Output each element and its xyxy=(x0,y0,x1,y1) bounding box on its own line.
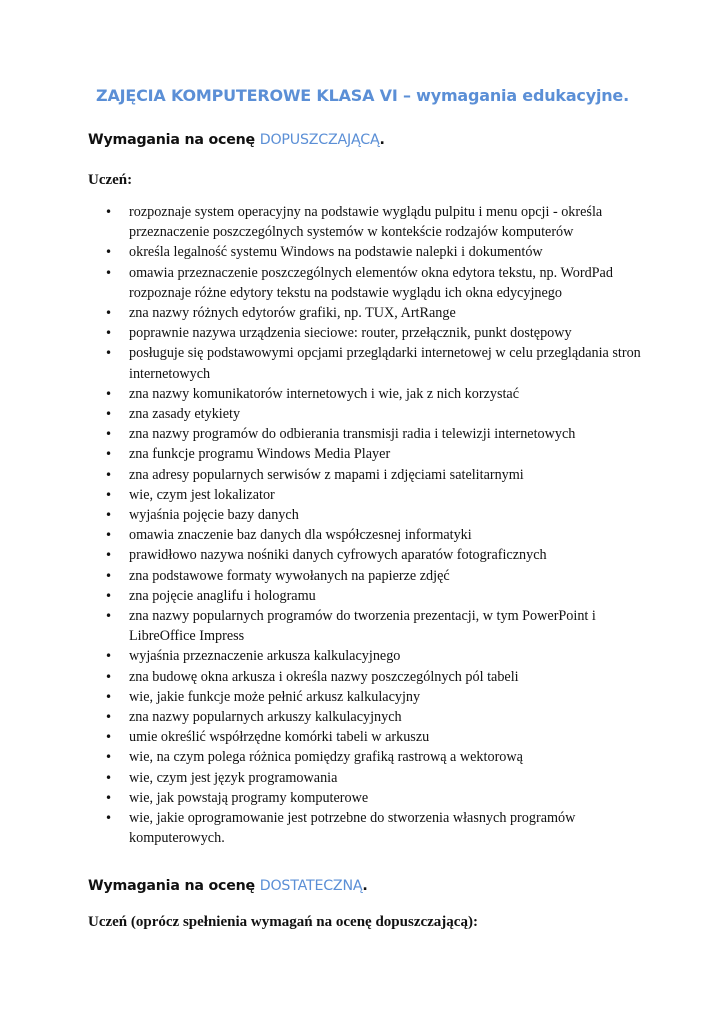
bullet-icon: • xyxy=(105,205,113,219)
list-item xyxy=(105,788,645,808)
bullet-icon: • xyxy=(105,649,113,664)
bullet-icon: • xyxy=(105,326,113,341)
heading-prefix: Wymagania na ocenę xyxy=(88,132,260,148)
list-item-text: zna budowę okna arkusza i określa nazwy poszczególnych pól tabeli xyxy=(129,668,519,685)
heading-grade: DOSTATECZNĄ xyxy=(259,878,363,894)
list-item-text: zna pojęcie anaglifu i hologramu xyxy=(129,587,316,604)
bullet-icon: • xyxy=(105,790,113,805)
list-item-text: posługuje się podstawowymi opcjami przeglądarki internetowej w celu przeglądania stron internetowych xyxy=(129,345,641,382)
bullet-icon: • xyxy=(105,588,113,603)
bullet-icon: • xyxy=(105,568,113,583)
list-item xyxy=(105,707,645,727)
list-item-text: wie, jakie funkcje może pełnić arkusz kalkulacyjny xyxy=(129,688,421,705)
list-item xyxy=(105,444,645,464)
list-item-text: określa legalność systemu Windows na podstawie nalepki i dokumentów xyxy=(129,244,543,261)
bullet-icon: • xyxy=(105,710,113,725)
list-item-text: zna nazwy programów do odbierania transmisji radia i telewizji internetowych xyxy=(129,426,576,443)
student-label-extended: Uczeń (oprócz spełnienia wymagań na ocenę dopuszczającą): xyxy=(88,914,478,930)
list-item-text: zna nazwy komunikatorów internetowych i wie, jak z nich korzystać xyxy=(129,385,520,402)
list-item xyxy=(105,545,645,565)
list-item-text: zna podstawowe formaty wywołanych na papierze zdjęć xyxy=(129,567,450,584)
list-item xyxy=(105,646,645,666)
list-item xyxy=(105,343,645,383)
list-item xyxy=(105,747,645,767)
list-item xyxy=(105,323,645,343)
section-heading-dostateczna xyxy=(88,878,368,894)
heading-prefix: Wymagania na ocenę xyxy=(88,878,260,894)
list-item xyxy=(105,303,645,323)
list-item xyxy=(105,727,645,747)
list-item xyxy=(105,465,645,485)
list-item-text: zna adresy popularnych serwisów z mapami i zdjęciami satelitarnymi xyxy=(129,466,524,483)
student-label: Uczeń: xyxy=(88,172,133,188)
list-item-text: rozpoznaje system operacyjny na podstawie wyglądu pulpitu i menu opcji - określa przeznaczenie poszczególnych systemów w kontekście rodzajów komputerów xyxy=(129,204,603,241)
list-item xyxy=(105,667,645,687)
list-item-text: zna zasady etykiety xyxy=(129,406,241,423)
bullet-icon: • xyxy=(105,508,113,523)
bullet-icon: • xyxy=(105,528,113,543)
list-item xyxy=(105,404,645,424)
list-item xyxy=(105,384,645,404)
bullet-icon: • xyxy=(105,245,113,260)
list-item-text: wie, jakie oprogramowanie jest potrzebne do stworzenia własnych programów komputerowych. xyxy=(129,810,576,847)
bullet-icon: • xyxy=(105,386,113,401)
list-item-text: zna nazwy różnych edytorów grafiki, np. TUX, ArtRange xyxy=(129,305,456,322)
list-item-text: umie określić współrzędne komórki tabeli w arkuszu xyxy=(129,729,430,746)
bullet-icon: • xyxy=(105,689,113,704)
bullet-icon: • xyxy=(105,346,113,361)
list-item-text: omawia przeznaczenie poszczególnych elementów okna edytora tekstu, np. WordPad rozpoznaje różne edytory tekstu na podstawie wyglądu ich okna edycyjnego xyxy=(129,264,613,301)
bullet-icon: • xyxy=(105,306,113,321)
list-item xyxy=(105,485,645,505)
list-item-text: wyjaśnia pojęcie bazy danych xyxy=(129,507,299,524)
bullet-icon: • xyxy=(105,750,113,765)
list-item xyxy=(105,566,645,586)
bullet-icon: • xyxy=(105,770,113,785)
list-item xyxy=(105,242,645,262)
list-item-text: omawia znaczenie baz danych dla współczesnej informatyki xyxy=(129,527,472,544)
bullet-icon: • xyxy=(105,265,113,280)
list-item-text: prawidłowo nazywa nośniki danych cyfrowych aparatów fotograficznych xyxy=(129,547,547,564)
bullet-icon: • xyxy=(105,407,113,422)
list-item-text: wie, czym jest język programowania xyxy=(129,769,338,786)
list-item xyxy=(105,606,645,646)
list-item-text: zna funkcje programu Windows Media Player xyxy=(129,446,391,463)
heading-suffix: . xyxy=(379,132,385,148)
section-heading-dopuszczajaca xyxy=(88,132,385,148)
bullet-icon: • xyxy=(105,669,113,684)
list-item xyxy=(105,808,645,848)
list-item xyxy=(105,586,645,606)
bullet-icon: • xyxy=(105,467,113,482)
bullet-icon: • xyxy=(105,427,113,442)
list-item xyxy=(105,202,645,242)
bullet-icon: • xyxy=(105,487,113,502)
bullet-icon: • xyxy=(105,447,113,462)
heading-grade: DOPUSZCZAJĄCĄ xyxy=(259,132,380,148)
list-item xyxy=(105,768,645,788)
list-item xyxy=(105,687,645,707)
list-item xyxy=(105,263,645,303)
list-item-text: poprawnie nazywa urządzenia sieciowe: router, przełącznik, punkt dostępowy xyxy=(129,325,572,342)
bullet-icon: • xyxy=(105,730,113,745)
list-item-text: zna nazwy popularnych arkuszy kalkulacyjnych xyxy=(129,709,402,726)
bullet-icon: • xyxy=(105,811,113,826)
document-title: ZAJĘCIA KOMPUTEROWE KLASA VI – wymagania edukacyjne. xyxy=(96,86,629,105)
list-item xyxy=(105,505,645,525)
list-item-text: wie, na czym polega różnica pomiędzy grafiką rastrową a wektorową xyxy=(129,749,523,766)
list-item-text: wie, czym jest lokalizator xyxy=(129,486,275,503)
list-item-text: wie, jak powstają programy komputerowe xyxy=(129,789,369,806)
list-item-text: wyjaśnia przeznaczenie arkusza kalkulacyjnego xyxy=(129,648,401,665)
list-item xyxy=(105,424,645,444)
list-item xyxy=(105,525,645,545)
heading-suffix: . xyxy=(362,878,368,894)
bullet-icon: • xyxy=(105,609,113,624)
requirements-list xyxy=(105,202,645,849)
bullet-icon: • xyxy=(105,548,113,563)
list-item-text: zna nazwy popularnych programów do tworzenia prezentacji, w tym PowerPoint i LibreOffice Impress xyxy=(129,608,596,645)
